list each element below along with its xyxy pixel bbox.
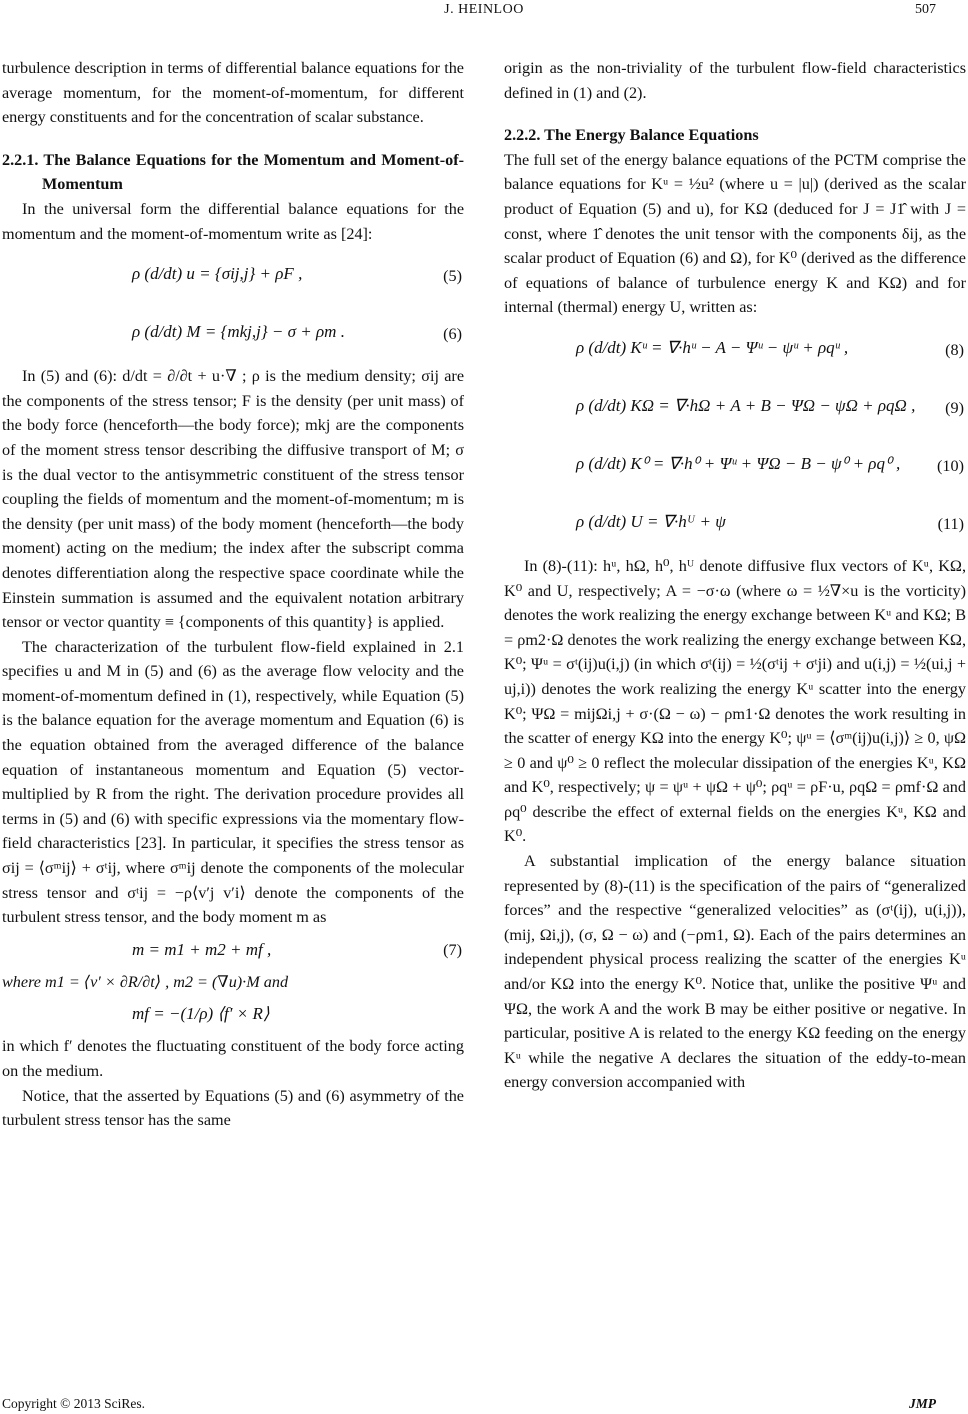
page-number: 507 [915,2,936,17]
page-footer [0,1396,968,1414]
equation-7-body: m = m1 + m2 + mf , [132,939,272,959]
equation-6 [2,306,464,362]
mf-equation-body: mf = −(1/ρ) ⟨f′ × R⟩ [132,1004,270,1024]
equation-11-body: ρ (d/dt) U = ∇·hᵁ + ψ [576,511,726,531]
where-line: where m1 = ⟨v′ × ∂R/∂t⟩ , m2 = (∇u)·M and [2,972,289,991]
equation-10-number: (10) [937,456,964,475]
equation-10-body: ρ (d/dt) K⁰ = ∇·h⁰ + Ψᵘ + ΨΩ − B − ψ⁰ + ρq⁰ , [576,453,901,473]
equation-11 [504,496,966,552]
copyright-notice: Copyright © 2013 SciRes. [2,1396,146,1411]
paragraph-energy-intro: The full set of the energy balance equations of the PCTM comprise the balance equations for Kᵘ = ½u² (where u = |u|) (derived as the scalar product of Equation (5) and u), for KΩ (deduced for J = J1̂ with J = const, where 1̂ denotes the unit tensor with the components δij, as the scalar product of Equation (6) and Ω), for K⁰ (derived as the difference of equations of balance of turbulence energy K and KΩ) and for internal (thermal) energy U, written as: [504,150,966,317]
paragraph-notice: Notice, that the asserted by Equations (5) and (6) asymmetry of the turbulent stress tensor has the same [2,1086,464,1130]
right-column [504,56,966,1095]
paragraph-definitions: In (5) and (6): d/dt = ∂/∂t + u·∇ ; ρ is the medium density; σij are the components of the stress tensor; F is the density (per unit mass) of the body force (henceforth—the body force); mkj are the components of the moment stress tensor describing the diffusive transport of M; σ is the dual vector to the antisymmetric constituent of the stress tensor coupling the fields of momentum and the moment-of-momentum; m is the density (per unit mass) of the body moment (henceforth—the body moment) acting on the medium; the index after the subscript comma denotes differentiation along the respective space coordinate while the Einstein summation is assumed and the equivalent notation arbitrary tensor or vector quantity ≡ {components of this quantity} is applied. [2,367,464,632]
equation-9-body: ρ (d/dt) KΩ = ∇·hΩ + A + B − ΨΩ − ψΩ + ρqΩ , [576,395,916,415]
running-head-author: J. HEINLOO [444,2,524,17]
section-title-2-2-2: 2.2.2. The Energy Balance Equations [504,126,759,145]
page-header [0,2,968,24]
equation-6-body: ρ (d/dt) M = {mkj,j} − σ + ρm . [132,322,345,342]
intro-paragraph: turbulence description in terms of differential balance equations for the average momentum, for the moment-of-momentum, for different energy constituents and for the concentration of scalar substance. [2,59,464,127]
equation-11-number: (11) [937,514,964,533]
paragraph-origin: origin as the non-triviality of the turbulent flow-field characteristics defined in (1) and (2). [504,59,966,102]
paragraph-characterization: The characterization of the turbulent flow-field explained in 2.1 specifies u and M in (5) and (6) as the average flow velocity and the moment-of-momentum defined in (1), respectively, while Equation (5) is the balance equation for the average momentum and Equation (6) is the equation obtained from the averaged difference of the balance equation of instantaneous momentum and Equation (5) vector-multiplied by R from the right. The derivation procedure provides all terms in (5) and (6) with specific expressions via the momentary flow-field characteristics [23]. In particular, it specifies the stress tensor as σij = ⟨σᵐij⟩ + σᵗij, where σᵐij denote the components of the molecular stress tensor and σᵗij = −ρ⟨v′j v′i⟩ denote the components of the turbulent stress tensor, and the body moment m as [2,637,464,927]
mf-equation [2,996,464,1032]
equation-9-number: (9) [945,398,964,417]
equation-7-number: (7) [443,940,462,959]
paragraph-implication: A substantial implication of the energy balance situation represented by (8)-(11) is the specification of the pairs of “generalized forces” and the respective “generalized velocities” as (σᵗ(ij), u(i,j)), (mij, Ωi,j), (σ, Ω − ω) and (−ρm1, Ω). Each of the pairs determines an independent physical process realizing the scatter of the energies Kᵘ and/or KΩ into the energy K⁰. Notice that, unlike the positive Ψᵘ and ΨΩ, the work A and the work B may be either positive or negative. In particular, positive A is related to the energy KΩ feeding on the energy Kᵘ while the negative A declares the situation of the eddy-to-mean energy conversion accompanied with [504,852,966,1092]
equation-8-body: ρ (d/dt) Kᵘ = ∇·hᵘ − A − Ψᵘ − ψᵘ + ρqᵘ , [576,337,849,357]
equation-5-number: (5) [443,267,462,286]
paragraph-flux-definitions: In (8)-(11): hᵘ, hΩ, h⁰, hᵁ denote diffusive flux vectors of Kᵘ, KΩ, K⁰ and U, respectively; A = −σ·ω (where ω = ½∇×u is the vorticity) denotes the work realizing the energy exchange between Kᵘ and KΩ; B = ρm2·Ω denotes the work realizing the energy exchange between KΩ, K⁰; Ψᵘ = σᵗ(ij)u(i,j) (in which σᵗ(ij) = ½(σᵗij + σᵗji) and u(i,j) = ½(ui,j + uj,i)) denotes the work realizing the energy Kᵘ scatter into the energy K⁰; ΨΩ = mijΩi,j + σ·(Ω − ω) − ρm1·Ω denotes the work resulting in the scatter of energy KΩ into the energy K⁰; ψᵘ = ⟨σᵐ(ij)u(i,j)⟩ ≥ 0, ψΩ ≥ 0 and ψ⁰ ≥ 0 reflect the molecular dissipation of the energies Kᵘ, KΩ and K⁰, respectively; ψ = ψᵘ + ψΩ + ψ⁰; ρqᵘ = ρF·u, ρqΩ = ρmf·Ω and ρq⁰ describe the effect of external fields on the energies Kᵘ, KΩ and K⁰. [504,556,966,846]
left-column [2,56,464,1133]
section-title-2-2-1: 2.2.1. The Balance Equations for the Momentum and Moment-of-Momentum [2,150,464,194]
paragraph-balance-intro: In the universal form the differential balance equations for the momentum and the moment-of-momentum write as [24]: [2,199,464,243]
journal-abbrev: JMP [909,1396,936,1411]
paragraph-fluctuating: in which f′ denotes the fluctuating constituent of the body force acting on the medium. [2,1037,464,1080]
equation-5 [2,248,464,304]
equation-8-number: (8) [945,340,964,359]
equation-5-body: ρ (d/dt) u = {σij,j} + ρF , [132,264,303,284]
equation-9 [504,380,966,436]
equation-6-number: (6) [443,325,462,344]
equation-7 [2,932,464,968]
equation-8 [504,322,966,378]
equation-10 [504,438,966,494]
